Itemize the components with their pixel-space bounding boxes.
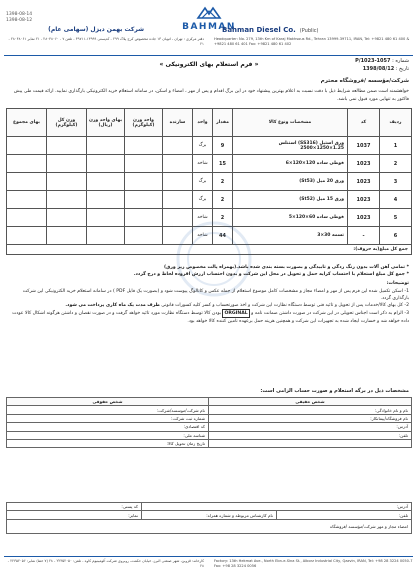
cell-unit: برگ <box>193 137 213 155</box>
note-line-2: * جمع کل مبلغ استعلام با احتساب کرایه حمل و تحویل در محل این شرکت و بدون احتساب ارزش افزوده لحاظ و درج گردد. <box>133 272 409 278</box>
number-value: P/1023-1057 <box>355 58 391 64</box>
cell-unit-price[interactable] <box>87 227 125 245</box>
delivery-time-field[interactable]: تاریخ زمان تحویل کالا: <box>7 439 209 447</box>
header-unit: واحد <box>193 109 213 137</box>
bahman-logo-icon <box>196 6 222 20</box>
cell-qty: 9 <box>213 137 233 155</box>
cell-unit: شاخه <box>193 209 213 227</box>
cell-row: 1 <box>380 137 412 155</box>
address-field[interactable]: آدرس: <box>142 503 412 511</box>
cell-unit-weight[interactable] <box>125 227 163 245</box>
cell-unit: شاخه <box>193 155 213 173</box>
document-page <box>4 4 413 572</box>
cell-unit: شاخه <box>193 227 213 245</box>
cell-code: 1023 <box>348 155 380 173</box>
number-label: شماره : <box>392 58 409 64</box>
cell-unit-weight[interactable] <box>125 173 163 191</box>
cell-row: 5 <box>380 209 412 227</box>
original-word-box: ORGINAL <box>222 309 249 318</box>
letterhead <box>4 4 413 66</box>
company-name-field[interactable]: نام شرکت/موسسه/شرکت: <box>7 406 209 414</box>
cell-row: 4 <box>380 191 412 209</box>
date-label: تاریخ : <box>395 66 409 72</box>
note-paragraph-2-text: 2- کل بهای کالا/خدمات پس از تحویل و تائید فنی توسط دستگاه نظارت این شرکت و اخذ صورتحساب و کسر کلیه کسورات قانونی <box>161 303 409 309</box>
header-unit-weight: واحد وزن (کیلوگرم) <box>125 109 163 137</box>
received-stamp <box>6 12 46 24</box>
note-paragraph-3 <box>8 309 409 325</box>
empty-cell[interactable] <box>209 439 412 447</box>
cell-total-price[interactable] <box>7 191 47 209</box>
cell-unit-price[interactable] <box>87 137 125 155</box>
cell-qty: 2 <box>213 209 233 227</box>
cell-qty: 2 <box>213 191 233 209</box>
postal-code-field[interactable]: کد پستی: <box>7 503 142 511</box>
phone-field[interactable]: تلفن: <box>277 511 412 519</box>
header-total-price: بهای مجموع <box>7 109 47 137</box>
person-phone-field[interactable]: تلفن: <box>209 431 412 439</box>
note-paragraph-2 <box>8 302 409 309</box>
legal-entity-header: شخص حقوقی <box>7 398 209 406</box>
cell-maker[interactable] <box>163 155 193 173</box>
cell-unit-weight[interactable] <box>125 191 163 209</box>
header-spec: مشخصات ونوع کالا <box>233 109 348 137</box>
header-code: کد <box>348 109 380 137</box>
headquarter-address-fa: دفتر مرکزی : تهران ، اتوبان ۱۳ جاده مخصوص کرج پلاک ۲۹۹ - کدپستی ۱۳۹۹۹-۳۹۷۱۱ - تلفن ۷ - ۲۸۰۴۸۰۶۰ - ۲۱ نمابر ۲۸۰۴۸۰۶۱ - ۲۱ <box>8 37 204 46</box>
header-unit-weight-price: بهای واحد وزن (ریال) <box>87 109 125 137</box>
date-value: 1398/08/12 <box>362 66 395 72</box>
person-name-field[interactable]: نام و نام خانوادگی: <box>209 406 412 414</box>
stamp-line-1: 1398-08-14 <box>6 12 33 17</box>
notes-section <box>8 264 409 326</box>
cell-total-weight[interactable] <box>47 155 87 173</box>
cell-total-weight[interactable] <box>47 137 87 155</box>
shop-name-field[interactable]: نام فروشگاه/پیمانکار: <box>209 414 412 422</box>
intro-paragraph: خواهشمند است ضمن مطالعه شرایط ذیل با دقت نسبت به اعلام بهترین پیشنهاد خود در این برگ اقدام و پس از مهر ، امضاء و اسکن، در سامانه استعلام خرید الکترونیکی بارگذاری نمایید. ارائه قیمت طی پیش فاکتور به تنهایی مورد قبول نمی باشد. <box>13 89 409 102</box>
footer-divider <box>4 556 413 557</box>
cell-code: 1037 <box>348 137 380 155</box>
header-total-weight: وزن کل (کیلوگرم) <box>47 109 87 137</box>
header-maker: سازنده <box>163 109 193 137</box>
staff-contact-field[interactable]: نام کارشناس مربوطه و شماره همراه: <box>142 511 277 519</box>
table-row <box>7 155 412 173</box>
form-title: « فرم استعلام بهای الکترونیکی » <box>159 61 259 68</box>
total-amount-words[interactable]: جمع کل مبلغ(به حروف): <box>7 245 412 255</box>
cell-row: 3 <box>380 173 412 191</box>
headquarter-address-en: Headquarter: No. 279, 13th Km of Karaj Makhsous Rd., Tehran 13999-39711, IRAN, Tel: +9821 480 61 400 & +9821 480 61 401 Fax: +9821 480 61 402 <box>214 37 410 46</box>
cell-total-price[interactable] <box>7 137 47 155</box>
cell-spec: تسمه 30×3 <box>233 227 348 245</box>
cell-unit-price[interactable] <box>87 155 125 173</box>
cell-unit-weight[interactable] <box>125 209 163 227</box>
table-row <box>7 191 412 209</box>
natural-person-header: شخص حقیقی <box>209 398 412 406</box>
header-divider <box>4 55 413 56</box>
note-paragraph-1: 1- اسکن تکمیل شده این فرم پس از مهر و امضاء مجاز و مشخصات کامل موضوع استعلام از جمله عکس و کاتالوگ پیوست شود و (بصورت یک فایل PDF ) در سامانه استعلام خرید الکترونیکی این شرکت بارگذاری گردد. <box>22 288 409 301</box>
recipient-line: شرکت/مؤسسه /فروشگاه محترم <box>320 78 409 84</box>
supplier-section-title: مشخصات ذیل در برگه استعلام و صورت حساب الزامی است: <box>260 388 409 394</box>
cell-code: 1023 <box>348 209 380 227</box>
cell-row: 6 <box>380 227 412 245</box>
note-paragraph-3-text-b: بودن کالا توسط دستگاه نظارت مورد تائید خواهد گرفت و در صورت نقصان و داشتن هرگونه اشکال کالا عودت داده خواهد شد و خسارت ایجاد شده به تجهیزات این شرکت و همچنین هزینه حمل برعهده تامین کننده کالا خواهد بود. <box>12 311 409 325</box>
supplier-info-table <box>6 397 412 448</box>
letter-date <box>274 66 409 74</box>
items-header-row <box>7 109 412 137</box>
economic-code-field[interactable]: کد اقتصادی: <box>7 423 209 431</box>
company-name-en <box>222 26 392 34</box>
header-qty: مقدار <box>213 109 233 137</box>
cell-total-weight[interactable] <box>47 191 87 209</box>
factory-address-fa: کارخانه: قزوین، شهر صنعتی البرز، خیابان حکمت، روبروی شرکت آلومینیوم کاوه - تلفن: ۲۲۳۵۲۰۵۰ - ۲۸ (۷ خط) نمابر: ۲۲۳۵۲۰۵۶ - ۲۸ <box>7 559 204 568</box>
national-id-field[interactable]: شناسه ملی: <box>7 431 209 439</box>
note-paragraph-3-text-a: 3- الزام به ذکر است اجناس تحویلی در این شرکت در صورت داشتن ضمانت نامه و <box>251 311 409 317</box>
table-row <box>7 137 412 155</box>
cell-maker[interactable] <box>163 191 193 209</box>
cell-unit: برگ <box>193 173 213 191</box>
cell-total-weight[interactable] <box>47 227 87 245</box>
letter-number <box>274 58 409 66</box>
cell-code: 1023 <box>348 173 380 191</box>
cell-qty: 2 <box>213 173 233 191</box>
notes-heading: توضیحات: <box>386 281 409 287</box>
cell-maker[interactable] <box>163 173 193 191</box>
cell-spec: قوطی ساده 120×120×6 <box>233 155 348 173</box>
cell-maker[interactable] <box>163 137 193 155</box>
note-paragraph-2-emphasis: ظرف مدت یک ماه کاری پرداخت می شود. <box>65 303 160 309</box>
cell-spec: قوطی ساده 60×120×5 <box>233 209 348 227</box>
person-address-field[interactable]: آدرس: <box>209 423 412 431</box>
cell-code: 1023 <box>348 191 380 209</box>
cell-unit-weight[interactable] <box>125 155 163 173</box>
cell-spec: ورق 20 میل (St53) <box>233 173 348 191</box>
cell-unit-price[interactable] <box>87 209 125 227</box>
cell-unit: برگ <box>193 191 213 209</box>
header-row: ردیف <box>380 109 412 137</box>
table-row <box>7 173 412 191</box>
cell-qty: 44 <box>213 227 233 245</box>
cell-spec: ورق 15 میل (St52) <box>233 191 348 209</box>
cell-unit-weight[interactable] <box>125 137 163 155</box>
note-line-1: * تمامی آهن آلات بدون زنگ زدگی و تابیدگی و بصورت بسته بندی شده باشد.(بهمراه پالت مخصوص زیر ورق) <box>164 265 409 270</box>
registration-number-field[interactable]: شماره ثبت شرکت: <box>7 414 209 422</box>
logo-wordmark: BAHMAN <box>182 22 236 32</box>
cell-total-price[interactable] <box>7 155 47 173</box>
cell-code: - <box>348 227 380 245</box>
cell-total-price[interactable] <box>7 173 47 191</box>
cell-total-price[interactable] <box>7 227 47 245</box>
factory-address-en: Factory: 13th Hekmat Ave., North Ebn-e-Sina St., Alborz Industrial City, Qazvin, IRAN, Tel: +98 28 3224 0050-7 Fax: +98 28 3224 0056 <box>214 559 413 568</box>
cell-row: 2 <box>380 155 412 173</box>
cell-qty: 15 <box>213 155 233 173</box>
fax-field[interactable]: نمابر: <box>7 511 142 519</box>
contact-table <box>6 502 412 534</box>
cell-total-weight[interactable] <box>47 209 87 227</box>
signature-field[interactable]: امضاء مجاز و مهر شرکت/مؤسسه /فروشگاه <box>7 519 412 533</box>
cell-total-weight[interactable] <box>47 173 87 191</box>
cell-unit-price[interactable] <box>87 173 125 191</box>
stamp-line-2: 1398-08-12 <box>6 18 33 23</box>
company-name-en-text: Bahman Diesel Co. <box>222 26 296 34</box>
company-name-fa: شرکت بهمن دیزل (سهامی عام) <box>48 26 144 33</box>
company-suffix: (Public) <box>299 28 319 34</box>
cell-spec: ورق استیل (SS316) استنلس 1.25×1250×2500 <box>233 137 348 155</box>
cell-total-price[interactable] <box>7 209 47 227</box>
cell-unit-price[interactable] <box>87 191 125 209</box>
